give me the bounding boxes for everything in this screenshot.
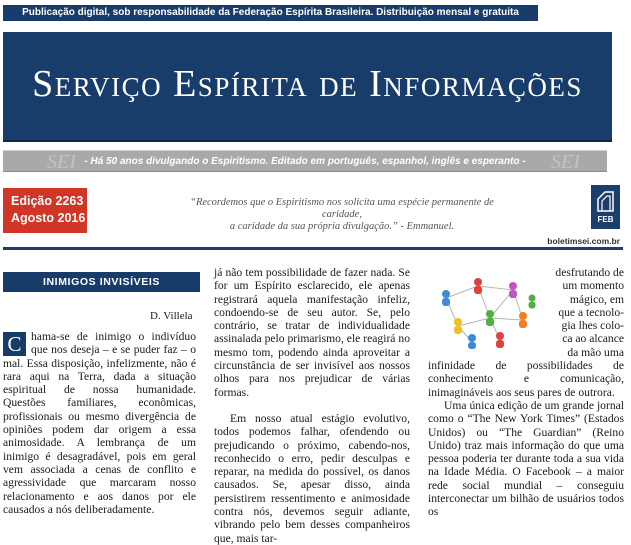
article-column-1 bbox=[3, 330, 196, 516]
article-title: INIMIGOS INVISÍVEIS bbox=[3, 272, 200, 292]
feb-logo[interactable] bbox=[591, 185, 620, 229]
social-network-icon bbox=[428, 268, 543, 350]
paragraph: já não tem possibilidade de fazer nada. Se for um Espírito esclarecido, ele apenas registrará aquela manifestação infeliz, condoendo-se de seu autor. Se, pelo contrário, se tratar de individualidade assinalada pelo primarismo, ele reagirá no mesmo tom, podendo ainda aproveitar a circunstância de ser invisível aos nossos olhos para nos prejudicar de várias formas. bbox=[214, 266, 410, 399]
text-line: gia lhes colo- bbox=[561, 319, 624, 333]
epigraph-quote bbox=[172, 197, 512, 233]
text-line: mágico, em bbox=[569, 292, 624, 306]
top-banner: Publicação digital, sob responsabilidade da Federação Espírita Brasileira. Distribuição mensal e gratuita bbox=[3, 5, 538, 21]
text-line: da mão uma bbox=[567, 345, 624, 359]
feb-label: FEB bbox=[597, 215, 614, 224]
masthead bbox=[3, 32, 612, 142]
article-column-3 bbox=[428, 266, 624, 519]
sei-watermark-left: SEI bbox=[47, 151, 76, 173]
network-illustration bbox=[428, 268, 543, 350]
sei-watermark-right: SEI bbox=[551, 151, 580, 173]
tagline-bar bbox=[3, 150, 607, 172]
edition-number: Edição 2263 bbox=[11, 194, 84, 208]
paragraph: Uma única edição de um grande jornal como o “The New York Times” (Estados Unidos) ou “The Guardian” (Reino Unido) traz mais informação do que uma pessoa poderia ter durante toda a sua vida na Idade Média. O Facebook – a maior rede social mundial – conseguiu interconectar um bilhão de usuários todos os bbox=[428, 398, 624, 519]
quote-line-2: a caridade da sua própria divulgação.” - Emmanuel. bbox=[229, 221, 455, 232]
newsletter-title: Serviço Espírita de Informações bbox=[32, 63, 583, 105]
drop-cap: C bbox=[3, 332, 26, 356]
header-divider bbox=[3, 247, 623, 250]
article-column-2 bbox=[214, 266, 410, 545]
text-line: um momento bbox=[562, 279, 624, 293]
text-line: ca ao alcance bbox=[562, 332, 624, 346]
text-line: que a tecnolo- bbox=[558, 305, 624, 319]
article-author: D. Villela bbox=[150, 310, 193, 322]
edition-badge bbox=[3, 188, 87, 233]
text-line: desfrutando de bbox=[555, 266, 624, 279]
paragraph: infinidade de possibilidades de conhecimento e comunicação, inimagináveis aos seus pares de outrora. bbox=[428, 359, 624, 399]
feb-emblem-icon bbox=[596, 189, 615, 213]
tagline: - Há 50 anos divulgando o Espiritismo. Editado em português, espanhol, inglês e esperanto - bbox=[84, 156, 526, 167]
paragraph: Em nosso atual estágio evolutivo, todos podemos falhar, ofendendo ou prejudicando o próximo, cabendo-nos, reconhecido o erro, pedir desculpas e reparar, na medida do possível, os danos causados. Se, apesar disso, ainda persistirem ressentimento e animosidade contra nós, devemos seguir adiante, vibrando pelo bem desses companheiros que, mais tar- bbox=[214, 411, 410, 545]
edition-date: Agosto 2016 bbox=[11, 211, 86, 225]
quote-line-1: “Recordemos que o Espiritismo nos solicita uma espécie permanente de caridade, bbox=[190, 197, 494, 220]
paragraph: hama-se de inimigo o indivíduo que nos deseja – e se puder faz – o mal. Essa disposição, infelizmente, não é rara aqui na Terra, dada a situação espiritual de nossa humanidade. Questões familiares, econômicas, profissionais ou mesmo divergência de opiniões podem dar origem a essa animosidade. A lembrança de um inimigo é desagradável, pois em geral vem associada a cenas de conflito e agressividade que marcaram nosso relacionamento e aos danos por ele causados a nós deliberadamente. bbox=[3, 330, 196, 516]
website-link[interactable]: boletimsei.com.br bbox=[547, 236, 620, 246]
